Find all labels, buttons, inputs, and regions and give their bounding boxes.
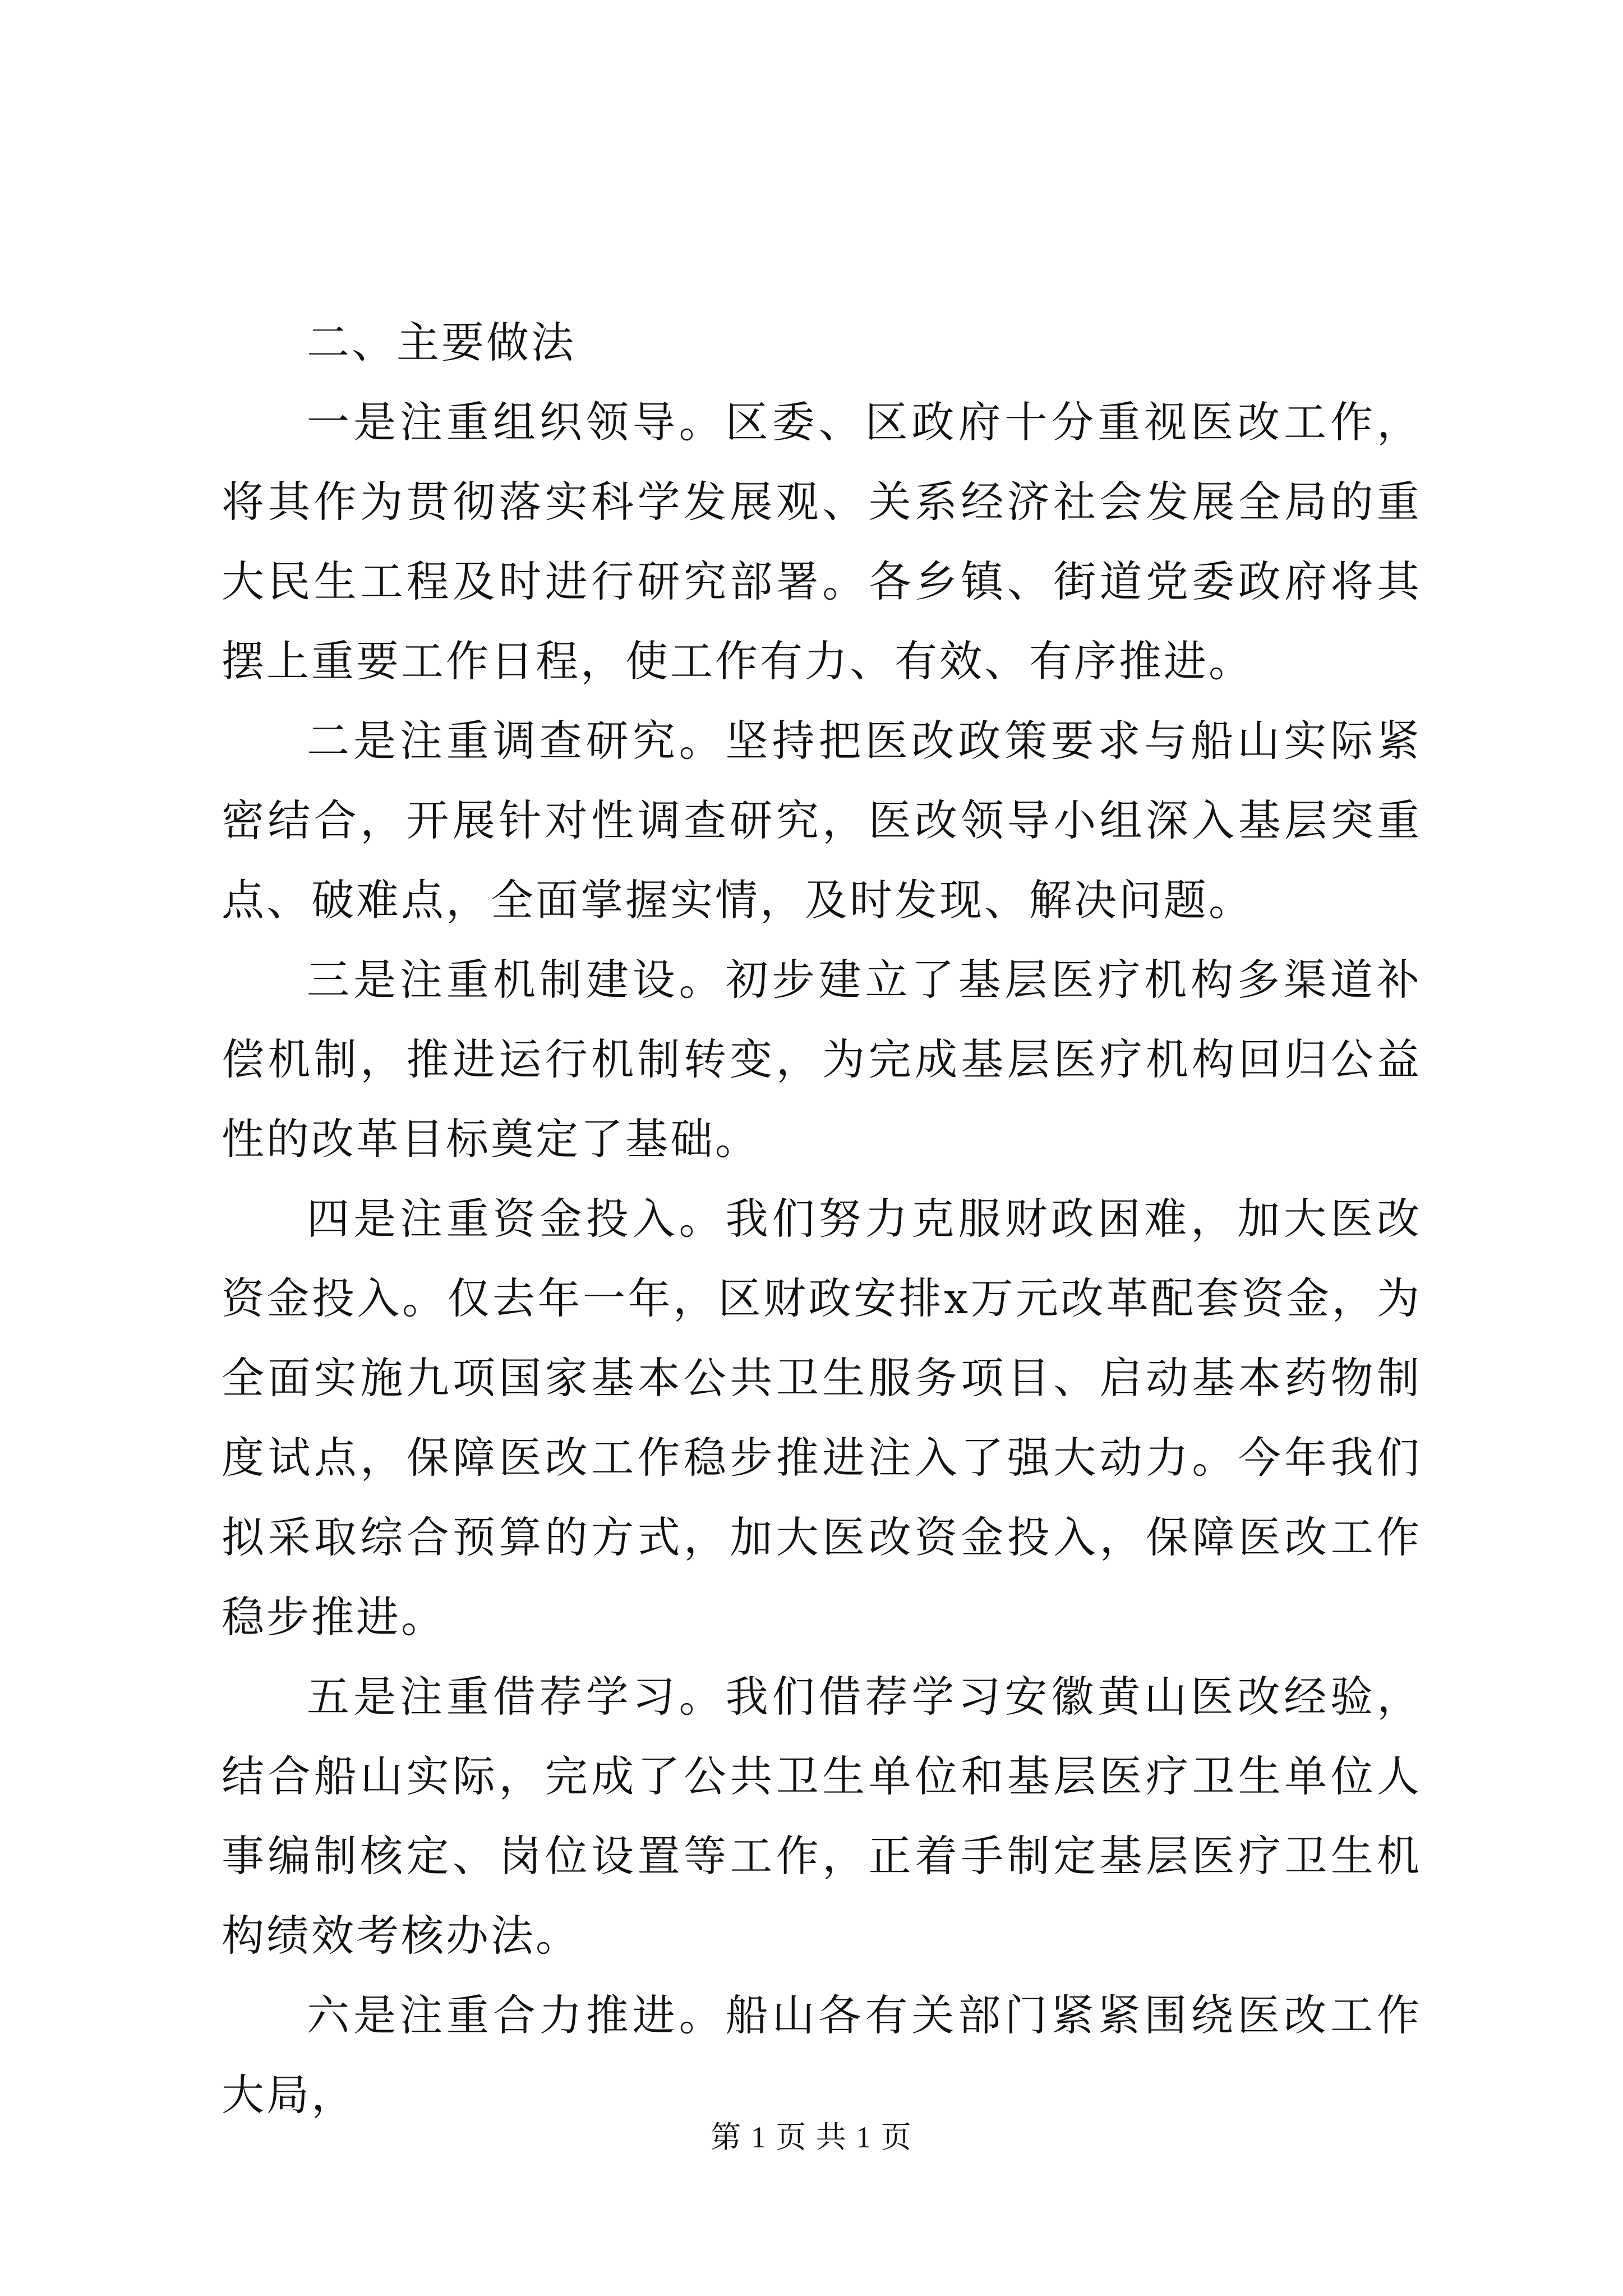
paragraph-mechanism: 三是注重机制建设。初步建立了基层医疗机构多渠道补偿机制，推进运行机制转变，为完成基层医疗机构回归公益性的改革目标奠定了基础。 (222, 955, 1422, 1164)
page-footer: 第 1 页 共 1 页 (711, 2120, 912, 2154)
paragraph-cooperation: 六是注重合力推进。船山各有关部门紧紧围绕医改工作大局， (222, 1990, 1422, 2120)
paragraph-research: 二是注重调查研究。坚持把医改政策要求与船山实际紧密结合，开展针对性调查研究，医改领导小组深入基层突重点、破难点，全面掌握实情，及时发现、解决问题。 (222, 716, 1422, 925)
paragraph-learning: 五是注重借荐学习。我们借荐学习安徽黄山医改经验，结合船山实际，完成了公共卫生单位和基层医疗卫生单位人事编制核定、岗位设置等工作，正着手制定基层医疗卫生机构绩效考核办法。 (222, 1672, 1422, 1961)
paragraph-organization: 一是注重组织领导。区委、区政府十分重视医改工作，将其作为贯彻落实科学发展观、关系经济社会发展全局的重大民生工程及时进行研究部署。各乡镇、街道党委政府将其摆上重要工作日程，使工作有力、有效、有序推进。 (222, 397, 1422, 686)
paragraph-funding: 四是注重资金投入。我们努力克服财政困难，加大医改资金投入。仅去年一年，区财政安排x万元改革配套资金，为全面实施九项国家基本公共卫生服务项目、启动基本药物制度试点，保障医改工作稳步推进注入了强大动力。今年我们拟采取综合预算的方式，加大医改资金投入，保障医改工作稳步推进。 (222, 1194, 1422, 1642)
section-heading: 二、主要做法 (307, 318, 576, 367)
document-body (222, 303, 1422, 2135)
